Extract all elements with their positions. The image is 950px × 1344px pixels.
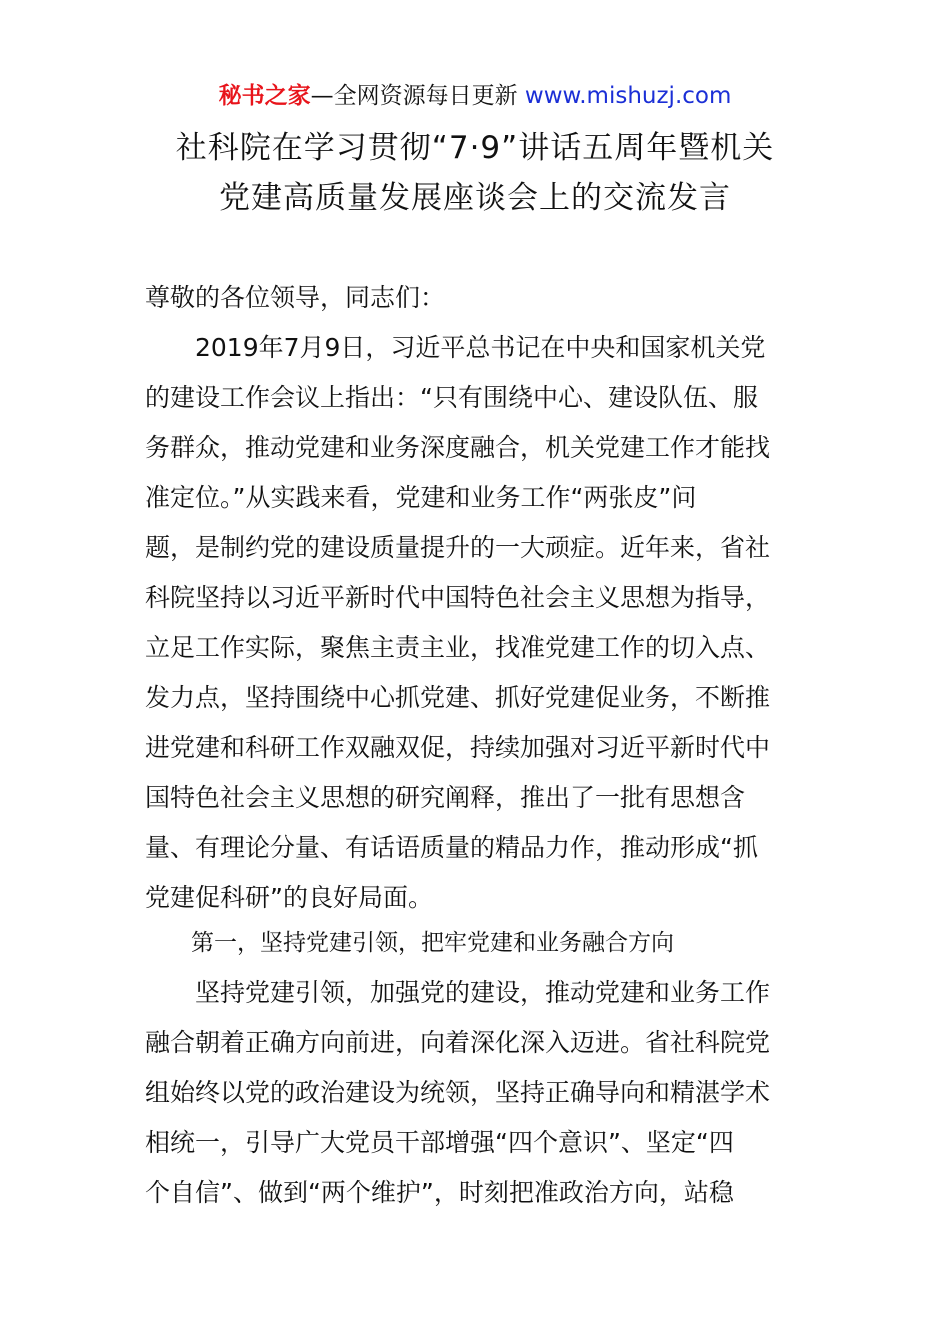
brand-name: 秘书之家	[218, 83, 311, 109]
paragraph-line: 融合朝着正确方向前进，向着深化深入迈进。省社科院党	[145, 1028, 771, 1057]
section-heading-1: 第一，坚持党建引领，把牢党建和业务融合方向	[145, 930, 674, 956]
paragraph-line: 进党建和科研工作双融双促，持续加强对习近平新时代中	[145, 733, 771, 762]
paragraph-line: 题，是制约党的建设质量提升的一大顽症。近年来，省社	[145, 533, 771, 562]
paragraph-line: 量、有理论分量、有话语质量的精品力作，推动形成“抓	[145, 833, 758, 862]
paragraph-line: 相统一，引导广大党员干部增强“四个意识”、坚定“四	[145, 1128, 734, 1157]
site-url-link[interactable]: www.mishuzj.com	[524, 83, 732, 109]
document-title-line-1: 社科院在学习贯彻“7·9”讲话五周年暨机关	[175, 130, 775, 166]
paragraph-line: 务群众，推动党建和业务深度融合，机关党建工作才能找	[145, 433, 771, 462]
paragraph-line: 立足工作实际，聚焦主责主业，找准党建工作的切入点、	[145, 633, 771, 662]
paragraph-line: 科院坚持以习近平新时代中国特色社会主义思想为指导，	[145, 583, 771, 612]
document-title-line-2: 党建高质量发展座谈会上的交流发言	[219, 180, 731, 216]
paragraph-line: 个自信”、做到“两个维护”，时刻把准政治方向，站稳	[145, 1178, 734, 1207]
paragraph-line: 组始终以党的政治建设为统领，坚持正确导向和精湛学术	[145, 1078, 771, 1107]
paragraph-line: 准定位。”从实践来看，党建和业务工作“两张皮”问	[145, 483, 697, 512]
salutation: 尊敬的各位领导，同志们：	[145, 283, 446, 312]
paragraph-line: 发力点，坚持围绕中心抓党建、抓好党建促业务，不断推	[145, 683, 771, 712]
paragraph-line: 国特色社会主义思想的研究阐释，推出了一批有思想含	[145, 783, 746, 812]
paragraph-line: 坚持党建引领，加强党的建设，推动党建和业务工作	[145, 978, 771, 1007]
header-tagline: —全网资源每日更新	[310, 83, 525, 109]
paragraph-line: 2019年7月9日，习近平总书记在中央和国家机关党	[145, 333, 766, 362]
paragraph-1	[145, 323, 810, 923]
paragraph-2	[145, 968, 810, 1218]
paragraph-line: 的建设工作会议上指出：“只有围绕中心、建设队伍、服	[145, 383, 758, 412]
site-header	[0, 80, 950, 112]
paragraph-line: 党建促科研”的良好局面。	[145, 883, 433, 912]
